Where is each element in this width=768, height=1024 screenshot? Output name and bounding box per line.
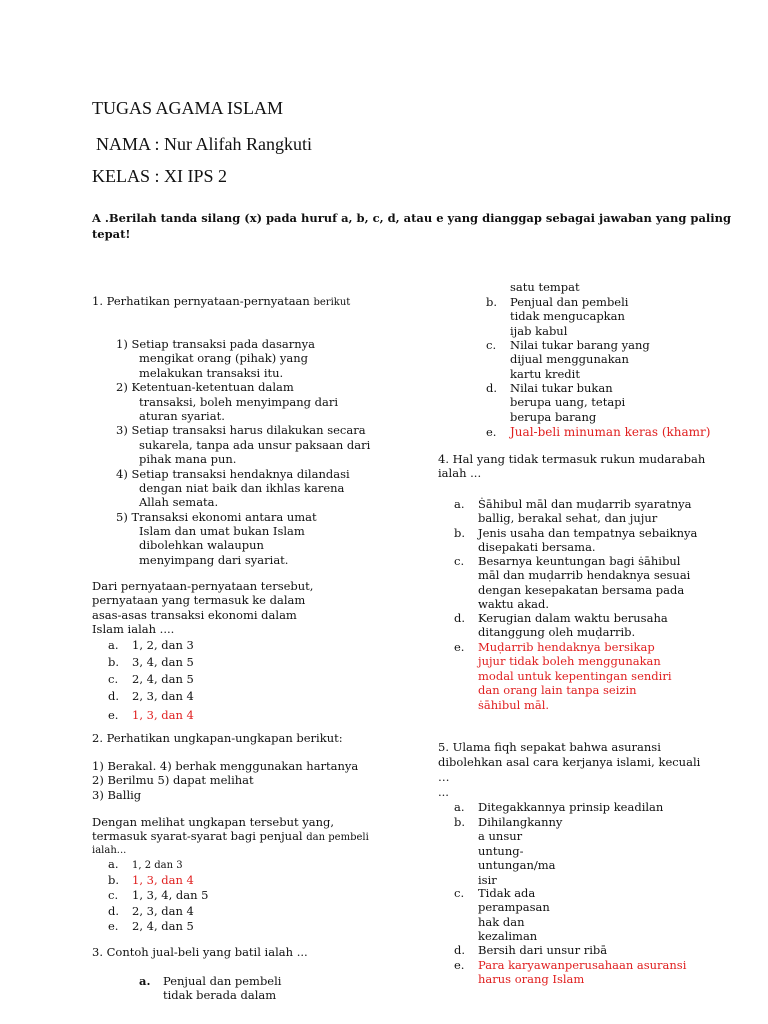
option-text: tidak berada dalam [163, 988, 277, 1003]
option-label: d. [108, 903, 120, 918]
option-text: Jenis usaha dan tempatnya sebaiknya [478, 526, 698, 540]
option-text: Besarnya keuntungan bagi ṡāhibul [478, 554, 681, 568]
option-label: c. [454, 554, 465, 568]
option-text: Nilai tukar barang yang [510, 338, 650, 352]
option-text: ditanggung oleh muḍarrib. [478, 625, 636, 640]
option-label: a. [108, 857, 119, 871]
option-text: disepakati bersama. [478, 540, 596, 555]
q5-prompt-line: 5. Ulama fiqh sepakat bahwa asuransi [438, 740, 661, 754]
q1-statement-1-cont: melakukan transaksi itu. [139, 365, 284, 380]
q4-option-a[interactable] [454, 497, 692, 526]
option-label: d. [454, 943, 466, 957]
option-label: b. [454, 526, 466, 540]
option-label: e. [108, 919, 119, 933]
q2-option-c[interactable] [108, 888, 208, 904]
q2-question-tail: dan pembeli [306, 832, 369, 844]
q4-option-d[interactable] [454, 611, 668, 640]
option-text: 2, 4, dan 5 [132, 672, 194, 686]
q2-option-a[interactable] [108, 857, 208, 873]
option-text: 1, 2 dan 3 [132, 860, 183, 871]
assignment-title: TUGAS AGAMA ISLAM [92, 98, 284, 118]
q1-prompt-main: 1. Perhatikan pernyataan-pernyataan [92, 294, 310, 308]
q1-options [108, 638, 194, 725]
q1-prompt [92, 294, 350, 310]
q4-option-e-answer[interactable] [454, 640, 672, 712]
option-text: ijab kabul [510, 323, 568, 338]
q2-question-main: termasuk syarat-syarat bagi penjual [92, 829, 303, 844]
option-text: untungan/ma [478, 858, 556, 873]
option-text: Nilai tukar bukan [510, 381, 613, 395]
option-label: a. [454, 800, 465, 814]
option-text: tidak mengucapkan [510, 309, 625, 324]
answer-text: modal untuk kepentingan sendiri [478, 668, 672, 683]
option-label: d. [454, 611, 466, 625]
option-label: d. [108, 689, 120, 703]
q1-prompt-tail: berikut [313, 297, 351, 308]
option-text: isir [478, 872, 497, 887]
option-label: c. [454, 886, 465, 900]
q2-option-d[interactable] [108, 904, 208, 920]
q2-item: 2) Berilmu 5) dapat melihat [92, 773, 254, 788]
q1-statement-5-cont: dibolehkan walaupun [139, 538, 264, 553]
q4-prompt-line: 4. Hal yang tidak termasuk rukun mudarabah [438, 452, 706, 466]
q1-option-c[interactable] [108, 672, 194, 689]
option-label: e. [454, 958, 465, 972]
option-text: 2, 3, dan 4 [132, 903, 194, 918]
answer-text: 1, 3, dan 4 [132, 708, 194, 722]
q5-option-c[interactable] [454, 886, 550, 944]
option-text: 2, 4, dan 5 [132, 919, 194, 933]
q1-statement-4-cont: dengan niat baik dan ikhlas karena [139, 480, 345, 495]
option-label: a. [454, 497, 465, 511]
option-text: perampasan [478, 900, 550, 915]
q1-statement-1: 1) Setiap transaksi pada dasarnya [116, 337, 315, 351]
q4-prompt [438, 452, 705, 481]
answer-text: Muḍarrib hendaknya bersikap [478, 640, 655, 654]
option-text: Dihilangkanny [478, 815, 563, 829]
q2-item: 1) Berakal. 4) berhak menggunakan hartanya [92, 759, 359, 773]
q2-option-e[interactable] [108, 919, 208, 935]
q2-question-line: Dengan melihat ungkapan tersebut yang, [92, 815, 335, 829]
q1-statement-2: 2) Ketentuan-ketentuan dalam [116, 380, 294, 395]
q3-option-b[interactable] [486, 295, 628, 338]
q5-option-d[interactable] [454, 943, 607, 957]
q2-items [92, 759, 358, 802]
q1-statement-2-cont: transaksi, boleh menyimpang dari [139, 394, 339, 409]
q1-statement-5-cont: Islam dan umat bukan Islam [139, 524, 305, 539]
q3-option-e-answer[interactable] [486, 425, 710, 439]
option-text: kartu kredit [510, 366, 580, 381]
option-text: Ditegakkannya prinsip keadilan [478, 800, 664, 814]
option-text: dengan kesepakatan bersama pada [478, 582, 685, 597]
q1-option-b[interactable] [108, 655, 194, 672]
q1-question [92, 579, 313, 637]
answer-text: Jual-beli minuman keras (khamr) [510, 425, 711, 439]
option-label: e. [108, 708, 119, 722]
q1-statement-1-cont: mengikat orang (pihak) yang [139, 351, 308, 366]
q1-option-a[interactable] [108, 638, 194, 655]
q2-item: 3) Ballig [92, 787, 142, 802]
option-label: d. [486, 381, 498, 395]
option-label: b. [454, 815, 466, 829]
q2-question [92, 815, 369, 858]
option-text: Penjual dan pembeli [163, 974, 282, 988]
option-label: c. [108, 888, 119, 902]
q1-statement-4-cont: Allah semata. [139, 495, 219, 510]
q2-question-line: ialah... [92, 844, 127, 856]
option-text: waktu akad. [478, 597, 550, 612]
q5-prompt-line: dibolehkan asal cara kerjanya islami, kecuali [438, 755, 701, 769]
option-text: 1, 3, 4, dan 5 [132, 888, 209, 902]
option-text: 3, 4, dan 5 [132, 655, 194, 669]
q3-prompt: 3. Contoh jual-beli yang batil ialah ... [92, 945, 308, 959]
option-text: 1, 2, dan 3 [132, 638, 194, 652]
q1-statement-3-cont: sukarela, tanpa ada unsur paksaan dari [139, 437, 371, 452]
option-text: a unsur [478, 829, 523, 844]
option-label: e. [454, 640, 465, 654]
q1-question-line: Islam ialah .... [92, 622, 175, 637]
option-text: māl dan muḍarrib hendaknya sesuai [478, 568, 691, 583]
q5-option-a[interactable] [454, 800, 663, 814]
option-text: kezaliman [478, 929, 538, 944]
option-text: Tidak ada [478, 886, 536, 900]
q1-statement-2-cont: aturan syariat. [139, 408, 225, 423]
q4-option-c[interactable] [454, 554, 690, 612]
q5-prompt-line: ... [438, 785, 449, 799]
q1-statement-3: 3) Setiap transaksi harus dilakukan secara [116, 423, 366, 438]
instruction-line-1: A .Berilah tanda silang (x) pada huruf a, b, c, d, atau e yang dianggap sebagai jawaban yang paling [92, 211, 732, 225]
answer-text: jujur tidak boleh menggunakan [478, 654, 661, 669]
option-label: e. [486, 425, 497, 439]
option-text: berupa barang [510, 409, 597, 424]
q1-statement-4: 4) Setiap transaksi hendaknya dilandasi [116, 466, 350, 481]
option-text: hak dan [478, 914, 525, 929]
q1-question-line: asas-asas transaksi ekonomi dalam [92, 607, 297, 622]
student-name: NAMA : Nur Alifah Rangkuti [96, 134, 312, 154]
q4-option-b[interactable] [454, 526, 697, 555]
option-text: dijual menggunakan [510, 352, 629, 367]
option-label: a. [108, 638, 119, 652]
q2-option-b-answer[interactable] [108, 873, 208, 889]
option-label: c. [108, 672, 119, 686]
option-label: c. [486, 338, 497, 352]
q5-prompt [438, 740, 700, 800]
option-label: b. [486, 295, 498, 309]
q5-option-e-answer[interactable] [454, 958, 686, 987]
q5-prompt-line: … [438, 770, 450, 784]
q3-option-c[interactable] [486, 338, 650, 381]
option-text: berupa uang, tetapi [510, 395, 626, 410]
option-text: ballig, berakal sehat, dan jujur [478, 511, 658, 526]
q2-question-line [92, 829, 369, 843]
answer-text: ṡāhibul māl. [478, 697, 550, 712]
answer-text: Para karyawanperusahaan asuransi [478, 958, 687, 972]
q3-option-a[interactable] [139, 974, 281, 1003]
q2-prompt: 2. Perhatikan ungkapan-ungkapan berikut: [92, 731, 343, 745]
answer-text: harus orang Islam [478, 972, 585, 987]
option-label: a. [139, 974, 151, 988]
q1-question-line: pernyataan yang termasuk ke dalam [92, 593, 306, 608]
q2-options [108, 857, 208, 935]
option-text: Bersih dari unsur ribā [478, 943, 608, 957]
q1-question-line: Dari pernyataan-pernyataan tersebut, [92, 579, 314, 593]
q1-statement-3-cont: pihak mana pun. [139, 452, 237, 467]
student-class: KELAS : XI IPS 2 [92, 166, 228, 186]
q1-statement-5: 5) Transaksi ekonomi antara umat [116, 509, 317, 524]
q3-option-d[interactable] [486, 381, 625, 424]
option-label: b. [108, 655, 120, 669]
q1-option-d[interactable] [108, 689, 194, 706]
option-text: untung- [478, 843, 524, 858]
q1-option-e-answer[interactable] [108, 708, 194, 725]
answer-text: dan orang lain tanpa seizin [478, 683, 637, 698]
option-text: Kerugian dalam waktu berusaha [478, 611, 668, 625]
q4-prompt-line: ialah ... [438, 466, 482, 481]
option-text: Penjual dan pembeli [510, 295, 629, 309]
q3-option-a-cont: satu tempat [510, 280, 580, 294]
instruction-line-2: tepat! [92, 227, 131, 241]
q1-statement-5-cont: menyimpang dari syariat. [139, 552, 289, 567]
q1-statement-list [116, 337, 370, 567]
option-text: Ṡāhibul māl dan muḍarrib syaratnya [478, 497, 692, 511]
answer-text: 1, 3, dan 4 [132, 872, 194, 887]
q5-option-b[interactable] [454, 815, 562, 887]
option-text: 2, 3, dan 4 [132, 689, 194, 703]
option-label: b. [108, 872, 120, 887]
